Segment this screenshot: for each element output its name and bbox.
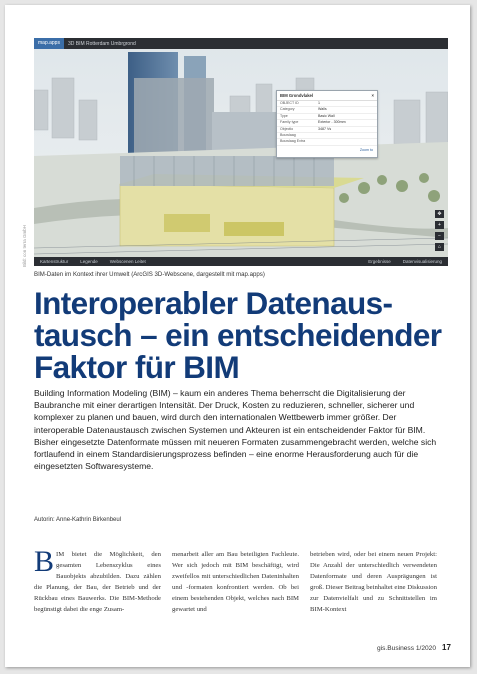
close-icon[interactable]: × bbox=[371, 93, 374, 98]
app-top-bar bbox=[34, 38, 448, 49]
headline-line: Interoperabler Datenaus- bbox=[34, 285, 393, 321]
headline-line: Faktor für BIM bbox=[34, 349, 240, 385]
body-column bbox=[34, 549, 161, 616]
popup-row: Type Basic Wall bbox=[277, 114, 377, 120]
bottom-tab[interactable]: Kartenstruktur bbox=[40, 259, 69, 264]
image-credit: Bild: con terra GmbH bbox=[22, 224, 27, 267]
figure-caption: BIM-Daten im Kontext ihrer Umwelt (ArcGIS 3D-Webscene, dargestellt mit map.apps) bbox=[34, 271, 265, 278]
zoom-to-link[interactable]: Zoom to bbox=[359, 147, 373, 152]
app-brand-label[interactable]: map.apps bbox=[34, 38, 64, 49]
bottom-tab[interactable]: Datenvisualisierung bbox=[402, 259, 442, 264]
headline bbox=[34, 287, 454, 383]
author-line: Autorin: Anne-Kathrin Birkenbeul bbox=[34, 517, 122, 523]
city-scene bbox=[34, 38, 448, 266]
popup-row: Category Walls bbox=[277, 107, 377, 113]
lead-paragraph: Building Information Modeling (BIM) – kaum ein anderes Thema beherrscht die Digitalisierung der Baubranche mit einer derartigen Intensität. Der Druck, Kosten zu reduzieren, schneller, sicherer und komplexer zu planen und bauen, wird durch den internationalen Wettbewerb immer größer. Der interoperable Datenaustausch zwischen Systemen und Akteuren ist ein entscheidender Faktor für BIM. Bisher eingesetzte Datenformate müssen mit neueren Formaten zusammengebracht werden, welche sich fortlaufend in einem Standardisierungsprozess befinden – eine enorme Herausforderung auch für die eingesetzten Softwaresysteme. bbox=[34, 388, 437, 472]
magazine-page bbox=[5, 5, 470, 667]
page-number: 17 bbox=[442, 643, 451, 652]
popup-row: Objectlo 3487 Vs bbox=[277, 127, 377, 133]
popup-row: Bouwlaag Extra bbox=[277, 139, 377, 145]
headline-line: tausch – ein entscheidender bbox=[34, 317, 442, 353]
body-column: betrieben wird, oder bei einem neuen Projekt: Die Anzahl der unterschiedlich verwendeten Datenformate und deren Ausprägungen ist groß. Dieser Beitrag beinhaltet eine Diskussion zur Datenvielfalt und zu Schnittstellen im BIM-Kontext bbox=[310, 551, 437, 614]
app-bottom-bar bbox=[34, 257, 448, 266]
popup-row: Bouwlaag bbox=[277, 133, 377, 139]
scene-title: 3D BIM Rotterdam Umbrgrond bbox=[67, 40, 136, 47]
zoom-in-icon[interactable]: + bbox=[435, 221, 444, 229]
popup-title: BIM Grondvlakel bbox=[280, 93, 314, 98]
zoom-out-icon[interactable]: − bbox=[435, 232, 444, 240]
drop-cap: B bbox=[34, 549, 55, 578]
popup-row: OBJECT ID 1 bbox=[277, 101, 377, 107]
column-text: IM bietet die Möglichkeit, den gesamten Lebenszyklus eines Bauobjekts abzubilden. Dazu zählen die Planung, der Bau, der Betrieb und der Rückbau eines Bauwerks. Die BIM-Methode begünstigt dabei die enge Zusam- bbox=[34, 551, 161, 614]
magazine-issue: gis.Business 1/2020 bbox=[377, 645, 437, 652]
body-text bbox=[34, 549, 446, 641]
bottom-tab[interactable]: Legende bbox=[80, 259, 98, 264]
popup-row: Family type Exterior - 300mm bbox=[277, 120, 377, 126]
bottom-tab[interactable]: Webscenen Leitet bbox=[109, 259, 146, 264]
pan-icon[interactable]: ✥ bbox=[435, 210, 444, 218]
bim-popup bbox=[276, 90, 378, 158]
body-column: menarbeit aller am Bau beteiligten Fachleute. Wer sich jedoch mit BIM beschäftigt, wird zweifellos mit unterschiedlichen Dateninhalten und -formaten konfrontiert werden. Ob bei einem bestehenden Objekt, welches nach BIM gewartet und bbox=[172, 551, 299, 614]
bottom-tab[interactable]: Ergebnisse bbox=[368, 259, 391, 264]
page-footer bbox=[377, 643, 451, 652]
home-icon[interactable]: ⌂ bbox=[435, 243, 444, 251]
map-toolbar bbox=[435, 210, 444, 251]
webscene-screenshot bbox=[34, 38, 448, 266]
